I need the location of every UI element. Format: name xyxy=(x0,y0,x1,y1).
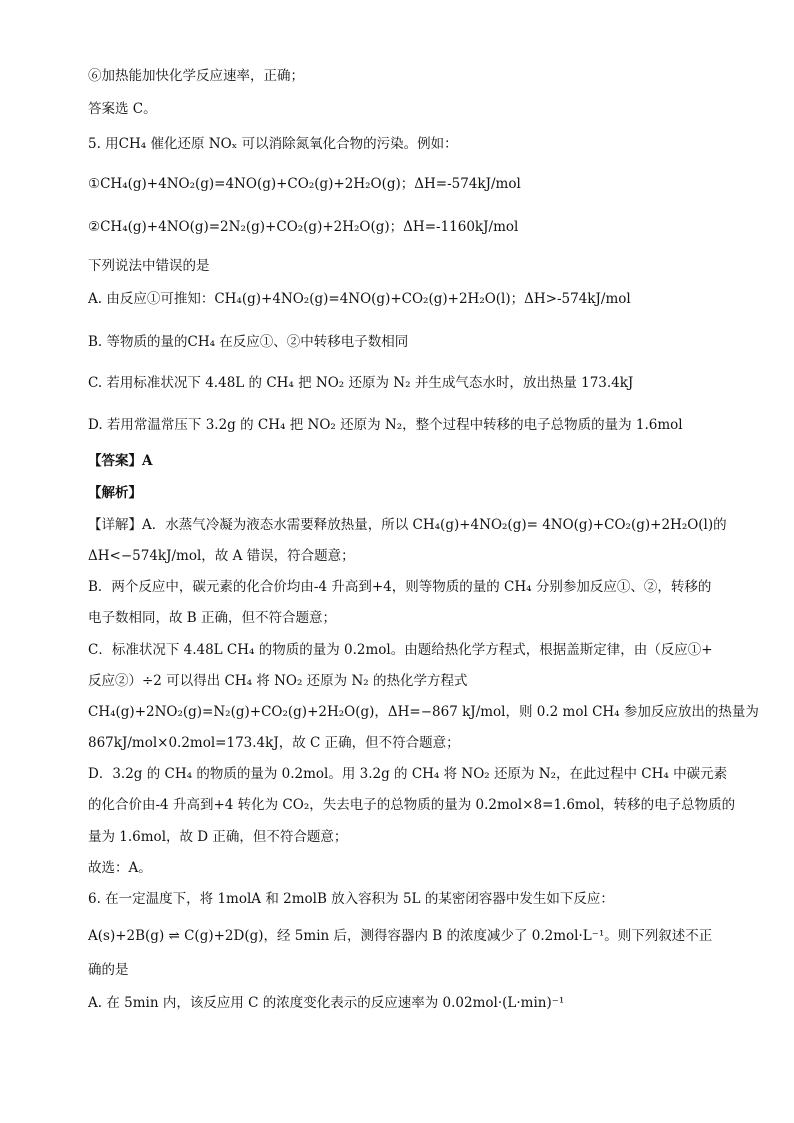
question-6-stem-end: 确的是 xyxy=(88,962,129,978)
text-line: 答案选 C。 xyxy=(88,101,157,117)
question-prompt: 下列说法中错误的是 xyxy=(88,258,210,274)
analysis-heading: 【解析】 xyxy=(88,485,142,501)
explanation-line: ΔH<−574kJ/mol，故 A 错误，符合题意； xyxy=(88,548,355,564)
option-d: D. 若用常温常压下 3.2g 的 CH₄ 把 NO₂ 还原为 N₂，整个过程中转移的电子总物质的量为 1.6mol xyxy=(88,417,683,433)
explanation-line: 量为 1.6mol，故 D 正确，但不符合题意； xyxy=(88,829,348,845)
option-c: C. 若用标准状况下 4.48L 的 CH₄ 把 NO₂ 还原为 N₂ 并生成气态水时，放出热量 173.4kJ xyxy=(88,375,634,391)
reaction-2: ②CH₄(g)+4NO(g)=2N₂(g)+CO₂(g)+2H₂O(g)；ΔH=-1160kJ/mol xyxy=(88,219,519,235)
question-5-stem: 5. 用CH₄ 催化还原 NOₓ 可以消除氮氧化合物的污染。例如： xyxy=(88,136,458,152)
text-line: ⑥加热能加快化学反应速率，正确； xyxy=(88,68,304,84)
reaction-1: ①CH₄(g)+4NO₂(g)=4NO(g)+CO₂(g)+2H₂O(g)；ΔH=-574kJ/mol xyxy=(88,176,521,192)
explanation-line: 的化合价由-4 升高到+4 转化为 CO₂，失去电子的总物质的量为 0.2mol×8=1.6mol，转移的电子总物质的 xyxy=(88,797,736,813)
question-6-stem: 6. 在一定温度下，将 1molA 和 2molB 放入容积为 5L 的某密闭容器中发生如下反应： xyxy=(88,891,614,907)
final-answer: 故选：A。 xyxy=(88,860,152,876)
question-6-reaction: A(s)+2B(g) ⇌ C(g)+2D(g)，经 5min 后，测得容器内 B 的浓度减少了 0.2mol·L⁻¹。则下列叙述不正 xyxy=(88,928,713,944)
option-a: A. 由反应①可推知：CH₄(g)+4NO₂(g)=4NO(g)+CO₂(g)+2H₂O(l)；ΔH>-574kJ/mol xyxy=(88,291,631,307)
explanation-line: 867kJ/mol×0.2mol=173.4kJ，故 C 正确，但不符合题意； xyxy=(88,735,460,751)
explanation-line: 反应②）÷2 可以得出 CH₄ 将 NO₂ 还原为 N₂ 的热化学方程式 xyxy=(88,673,468,689)
explanation-line: 电子数相同，故 B 正确，但不符合题意； xyxy=(88,610,337,626)
explanation-line: B．两个反应中，碳元素的化合价均由-4 升高到+4，则等物质的量的 CH₄ 分别参加反应①、②，转移的 xyxy=(88,579,712,595)
question-6-option-a: A. 在 5min 内，该反应用 C 的浓度变化表示的反应速率为 0.02mol·(L·min)⁻¹ xyxy=(88,995,565,1011)
answer-heading: 【答案】A xyxy=(88,453,153,469)
option-b: B. 等物质的量的CH₄ 在反应①、②中转移电子数相同 xyxy=(88,334,409,350)
explanation-line: 【详解】A．水蒸气冷凝为液态水需要释放热量，所以 CH₄(g)+4NO₂(g)= 4NO(g)+CO₂(g)+2H₂O(l)的 xyxy=(88,517,727,533)
explanation-line: C．标准状况下 4.48L CH₄ 的物质的量为 0.2mol。由题给热化学方程式，根据盖斯定律，由（反应①+ xyxy=(88,642,713,658)
explanation-line: CH₄(g)+2NO₂(g)=N₂(g)+CO₂(g)+2H₂O(g)，ΔH=−867 kJ/mol，则 0.2 mol CH₄ 参加反应放出的热量为 xyxy=(88,704,759,720)
explanation-line: D．3.2g 的 CH₄ 的物质的量为 0.2mol。用 3.2g 的 CH₄ 将 NO₂ 还原为 N₂，在此过程中 CH₄ 中碳元素 xyxy=(88,766,728,782)
